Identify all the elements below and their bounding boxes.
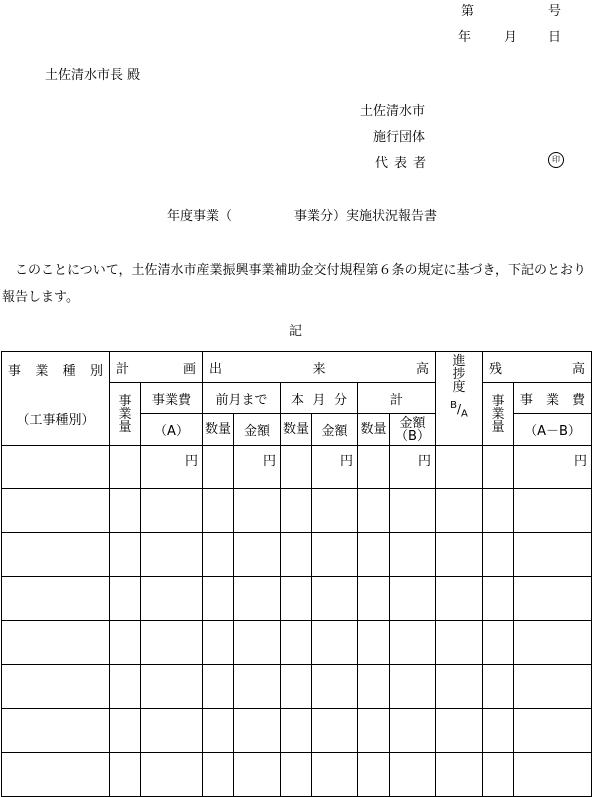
number-label-go: 号	[548, 4, 562, 19]
ki-heading: 記	[289, 324, 303, 339]
table-cell[interactable]	[234, 753, 281, 797]
table-row	[2, 665, 592, 709]
table-cell[interactable]	[358, 621, 390, 665]
table-cell[interactable]	[234, 621, 281, 665]
table-cell[interactable]	[358, 446, 390, 489]
kingaku-b-header	[390, 414, 436, 446]
yen-unit[interactable]: 円	[234, 446, 281, 489]
table-cell[interactable]	[110, 753, 141, 797]
table-row	[2, 753, 592, 797]
keikaku-char: 計	[116, 361, 130, 377]
table-cell[interactable]	[203, 577, 234, 621]
jigyo-shubetsu-header	[2, 352, 110, 446]
table-cell[interactable]	[483, 753, 514, 797]
empty-rows	[2, 489, 592, 797]
table-cell[interactable]	[514, 753, 592, 797]
a-label: （A）	[141, 414, 203, 446]
table-cell[interactable]	[390, 489, 436, 533]
table-cell[interactable]	[436, 709, 483, 753]
table-cell[interactable]	[110, 489, 141, 533]
seal-icon: 印	[548, 152, 564, 168]
jigyoryo-header	[110, 383, 141, 446]
table-cell[interactable]	[2, 753, 110, 797]
table-cell[interactable]	[281, 489, 312, 533]
table-cell[interactable]	[390, 621, 436, 665]
table-cell[interactable]	[281, 709, 312, 753]
honngetsu-char: 分	[333, 392, 347, 408]
table-cell[interactable]	[390, 665, 436, 709]
jigyo-shubetsu-char: 事	[8, 364, 22, 379]
table-cell[interactable]	[514, 533, 592, 577]
table-cell[interactable]	[483, 446, 514, 489]
suryo-header: 数量	[281, 414, 312, 446]
zandaka-char: 残	[489, 361, 503, 377]
table-cell[interactable]	[141, 577, 203, 621]
dekidaka-char: 出	[209, 361, 223, 377]
date-month-label: 月	[504, 30, 518, 45]
table-cell[interactable]	[514, 577, 592, 621]
table-cell[interactable]	[203, 489, 234, 533]
table-cell[interactable]	[358, 665, 390, 709]
table-cell[interactable]	[2, 533, 110, 577]
table-cell[interactable]	[110, 446, 141, 489]
table-cell[interactable]	[2, 489, 110, 533]
document-title	[167, 205, 437, 224]
document-date	[458, 26, 562, 44]
table-cell[interactable]	[514, 665, 592, 709]
table-cell[interactable]	[2, 709, 110, 753]
yen-unit[interactable]: 円	[141, 446, 203, 489]
table-cell[interactable]	[390, 753, 436, 797]
table-cell[interactable]	[358, 709, 390, 753]
kei-header: 計	[358, 383, 436, 414]
zan-jigyohi-char: 業	[546, 392, 560, 408]
table-cell[interactable]	[436, 446, 483, 489]
table-cell[interactable]	[483, 489, 514, 533]
table-cell[interactable]	[390, 533, 436, 577]
yen-unit[interactable]: 円	[514, 446, 592, 489]
table-cell[interactable]	[234, 709, 281, 753]
kingaku-b-line1: 金額	[399, 415, 426, 431]
zan-jigyoryo-header	[483, 383, 514, 446]
dekidaka-char: 来	[312, 361, 326, 377]
ba-a: A	[461, 408, 468, 420]
date-day-label: 日	[548, 30, 562, 45]
zandaka-header	[483, 352, 592, 383]
table-cell[interactable]	[483, 577, 514, 621]
table-cell[interactable]	[436, 665, 483, 709]
rep-char-2: 表	[394, 156, 408, 171]
table-cell[interactable]	[141, 489, 203, 533]
table-cell[interactable]	[203, 621, 234, 665]
koji-shubetsu: （工事種別）	[16, 413, 95, 428]
number-label-dai: 第	[461, 4, 475, 19]
table-cell[interactable]	[2, 577, 110, 621]
addressee: 土佐清水市長 殿	[45, 68, 141, 83]
zan-jigyoryo-label: 事業量	[491, 393, 505, 435]
table-cell[interactable]	[110, 533, 141, 577]
rep-char-3: 者	[413, 156, 427, 171]
document-number	[461, 0, 561, 18]
table-cell[interactable]	[436, 533, 483, 577]
zengetsu-header: 前月まで	[203, 383, 281, 414]
table-cell[interactable]	[281, 577, 312, 621]
table-cell[interactable]	[514, 621, 592, 665]
table-cell[interactable]	[110, 577, 141, 621]
table-row	[2, 446, 592, 489]
table-cell[interactable]	[436, 489, 483, 533]
table-cell[interactable]	[110, 665, 141, 709]
table-cell[interactable]	[514, 489, 592, 533]
zan-jigyohi-char: 費	[571, 392, 585, 408]
table-cell[interactable]	[203, 709, 234, 753]
table-cell[interactable]	[141, 665, 203, 709]
table-cell[interactable]	[358, 577, 390, 621]
table-row	[2, 577, 592, 621]
table-cell[interactable]	[312, 621, 358, 665]
table-cell[interactable]	[281, 446, 312, 489]
table-cell[interactable]	[234, 489, 281, 533]
date-year-label: 年	[458, 30, 472, 45]
kingaku-header: 金額	[234, 414, 281, 446]
table-cell[interactable]	[436, 621, 483, 665]
yen-unit[interactable]: 円	[312, 446, 358, 489]
suryo-header: 数量	[358, 414, 390, 446]
table-cell[interactable]	[312, 753, 358, 797]
table-cell[interactable]	[281, 665, 312, 709]
table-cell[interactable]	[358, 533, 390, 577]
table-cell[interactable]	[312, 489, 358, 533]
table-cell[interactable]	[436, 577, 483, 621]
table-cell[interactable]	[203, 665, 234, 709]
table-row	[2, 533, 592, 577]
table-cell[interactable]	[234, 665, 281, 709]
table-cell[interactable]	[2, 665, 110, 709]
jigyo-shubetsu-char: 種	[62, 364, 76, 379]
keikaku-header	[110, 352, 203, 383]
kingaku-b-line2: （B）	[395, 428, 430, 444]
table-cell[interactable]	[203, 533, 234, 577]
table-cell[interactable]	[390, 577, 436, 621]
table-cell[interactable]	[234, 577, 281, 621]
zan-jigyohi-header	[514, 383, 592, 414]
table-cell[interactable]	[141, 621, 203, 665]
shinchokudo-header	[436, 352, 483, 446]
table-cell[interactable]	[483, 621, 514, 665]
jigyoryo-label: 事業量	[118, 393, 132, 435]
table-cell[interactable]	[141, 533, 203, 577]
jigyo-shubetsu-char: 業	[35, 364, 49, 379]
sender-city: 土佐清水市	[360, 104, 426, 119]
table-cell[interactable]	[312, 709, 358, 753]
table-cell[interactable]	[312, 533, 358, 577]
jigyohi-header: 事業費	[141, 383, 203, 414]
suryo-header: 数量	[203, 414, 234, 446]
table-cell[interactable]	[281, 621, 312, 665]
table-cell[interactable]	[281, 533, 312, 577]
table-cell[interactable]	[514, 709, 592, 753]
table-row	[2, 621, 592, 665]
table-cell[interactable]	[110, 621, 141, 665]
sender-org: 施行団体	[373, 130, 426, 145]
title-part-1: 年度事業（	[167, 209, 233, 224]
table-cell[interactable]	[203, 446, 234, 489]
table-cell[interactable]	[2, 621, 110, 665]
honngetsu-char: 本	[291, 392, 305, 408]
body-text: このことについて，土佐清水市産業振興事業補助金交付規程第６条の規定に基づき，下記のとおり報告します。	[2, 263, 586, 305]
table-cell[interactable]	[483, 709, 514, 753]
table-cell[interactable]	[483, 533, 514, 577]
table-cell[interactable]	[390, 709, 436, 753]
table-cell[interactable]	[203, 753, 234, 797]
table-cell[interactable]	[312, 665, 358, 709]
honngetsu-header	[281, 383, 358, 414]
table-cell[interactable]	[234, 533, 281, 577]
table-row	[2, 709, 592, 753]
table-cell[interactable]	[312, 577, 358, 621]
table-cell[interactable]	[436, 753, 483, 797]
table-cell[interactable]	[358, 489, 390, 533]
table-cell[interactable]	[141, 709, 203, 753]
a-minus-b-label: （A－B）	[514, 414, 592, 446]
title-part-2: 事業分）実施状況報告書	[294, 209, 438, 224]
dekidaka-header	[203, 352, 436, 383]
shinchokudo-label: 進捗度	[452, 354, 466, 395]
table-cell[interactable]	[281, 753, 312, 797]
table-cell[interactable]	[110, 709, 141, 753]
table-cell[interactable]	[2, 446, 110, 489]
table-cell[interactable]	[358, 753, 390, 797]
kingaku-header: 金額	[312, 414, 358, 446]
zan-jigyohi-char: 事	[520, 392, 534, 408]
table-cell[interactable]	[483, 665, 514, 709]
jigyo-shubetsu-char: 別	[89, 364, 103, 379]
keikaku-char: 画	[182, 361, 196, 377]
table-cell[interactable]	[141, 753, 203, 797]
dekidaka-char: 高	[416, 361, 430, 377]
sender-representative	[375, 152, 432, 171]
report-table	[1, 351, 592, 797]
rep-char-1: 代	[375, 156, 389, 171]
ba-b: B	[450, 400, 457, 411]
table-row	[2, 489, 592, 533]
ba-fraction: $^B/_A$	[450, 400, 468, 420]
zandaka-char: 高	[572, 361, 586, 377]
yen-unit[interactable]: 円	[390, 446, 436, 489]
honngetsu-char: 月	[312, 392, 326, 408]
